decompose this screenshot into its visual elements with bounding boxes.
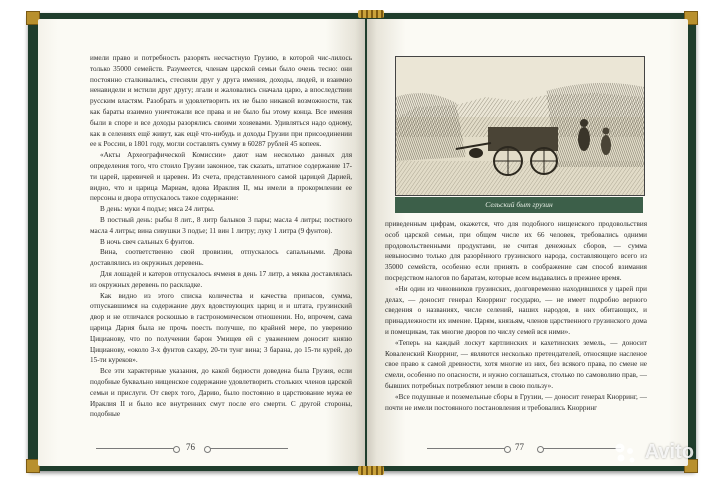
engraving-illustration <box>395 56 645 196</box>
paragraph: Все эти характерные указания, до какой бедности доведена была Грузия, если подобные буквально нищенское содержание удовлетворить стольких членов царской семьи и прислуги. От сверх того, Дарию, было постоянно в царствование мужа ее Ираклия II и было все внутренних смут после его смерти. С другой стороны, подобные <box>90 367 352 419</box>
avito-watermark <box>613 441 694 464</box>
headband <box>358 10 384 18</box>
footer-ornament <box>96 448 174 449</box>
paragraph: В ночь свеч сальных 6 фунтов. <box>100 237 195 246</box>
left-page <box>38 19 365 466</box>
right-page <box>367 19 688 466</box>
left-page-text <box>90 53 352 420</box>
right-page-text <box>385 219 647 413</box>
avito-wordmark: Avito <box>644 441 694 463</box>
paragraph: «Теперь на каждый лоскут картлинских и кахетинских земель, — доносит Коваленский Кнорринг, — являются несколько претендателей, относящие насленое свое право к самой древности, хотя многие из них, без всякого права, по смене не смели, особенно по опасности, и нужно соглашаться, столько по самоволию прав, — бывших потребных потребляют земли в свою пользу». <box>385 338 647 390</box>
paragraph: «Ни один из чиновников грузинских, долговременно находившихся у царей при делах, — доносит генерал Кнорринг государю, — не имеет подробно верного сведения о названиях, числе селений, наших народов, в них обитающих, и принадлежности их имение. Царям, князьям, членов царственного грузинского дома и помещикам, так многие дворов по числу семей вся ними». <box>385 284 647 336</box>
paragraph: приведенным цифрам, окажется, что для подобного нищенского продовольствия особ царской семьи, при общем числе их 66 человек, требовались одними продовольственными продуктами, не считая денежных сборов, — сумма невыносимо только для разорённого грузинского народа, составляющего всего из 35000 семейств, особенно если принять в соображение сам способ взимания посредством налогов по баратам, которые всем выдавались в прежнее время. <box>385 220 647 282</box>
book-cover <box>28 13 696 471</box>
headband <box>358 466 384 475</box>
paragraph: имели право и потребность разорять несчастную Грузию, в которой чис-лилось только 35000 семейств. Разумеется, членам царской семьи было очень тесно: они постоянно сталкивались, стесняли друг у друга имения, доходы, людей, и взаимно ненавидели и мстили друг другу; лгали и жаловались сначала царю, а впоследствии русским властям. Разобрать и удовлетворить их не было никакой возможности, так как бараты взаимно уничтожали все права и не было бы этому конца. Все имения были в споре и все доходы разорялись своими хозяевами. Удивляться надо одному, как в селениях ещё живут, как ещё что-нибудь и доходы Грузии при присоединении ее к России, в 1801 году, могли составлять сумму в 60287 рублей 45 копеек. <box>90 54 352 149</box>
footer-ornament <box>210 448 288 449</box>
paragraph: «Акты Археографической Комиссии» дают нам несколько данных для определения того, что стоило Грузии законное, так сказать, штатное содержание 17-ти царей, царевичей и царевен. Из счета, представленного самой царицей Дарией, видно, что и царица Мариам, вдова Ираклия II, мы имели в прокормлении ее персоны и двора отпускалось такое содержание: <box>90 151 352 203</box>
paragraph: Как видно из этого списка количества и качества припасов, сумма, отпускавшимся на содержание двух вдовствующих цариц и и штата, грузинский двор и не отличался роскошью в гастрономическом отношении. Но, впрочем, сама царица Дария была не прочь поесть получше, по крайней мере, по уверению Цицианову, что по получении барон Умищев ей с уважением доносит князю Цицианову, «около 3-х фунтов сахару, 20-ти тунг вина; 3 барана, до 15-ти курей, до 15-ти куреков». <box>90 291 352 365</box>
paragraph: В день: муки 4 подъе; мяса 24 литры. <box>100 205 215 214</box>
footer-ornament <box>543 448 621 449</box>
page-number: 76 <box>186 442 195 452</box>
paragraph: В постный день: рыбы 8 лит., 8 литр балыков 3 пары; масла 4 литры; постного масла 4 литры; вина сивушки 3 подъе; 11 вин 1 литру; луку 1 литра (9 фунтов). <box>90 215 352 235</box>
paragraph: «Все подушные и поземельные сборы в Грузии, — доносит генерал Кнорринг, — почти не имели постоянного постановления и требовались Кнорринг <box>385 392 647 412</box>
paragraph: Вина, соответственно свой провизии, отпускалось сапальными. Дрова доставлялись из окружных деревень. <box>90 248 352 268</box>
paragraph: Для лошадей и катеров отпускалось ячменя в день 17 литр, а мяква доставлялась из окружных деревень по раскладке. <box>90 269 352 289</box>
footer-ornament <box>427 448 505 449</box>
village-scene-image <box>396 57 644 195</box>
page-number: 77 <box>515 442 524 452</box>
avito-logo-icon <box>613 442 639 464</box>
illustration-caption: Сельский быт грузин <box>395 197 643 213</box>
